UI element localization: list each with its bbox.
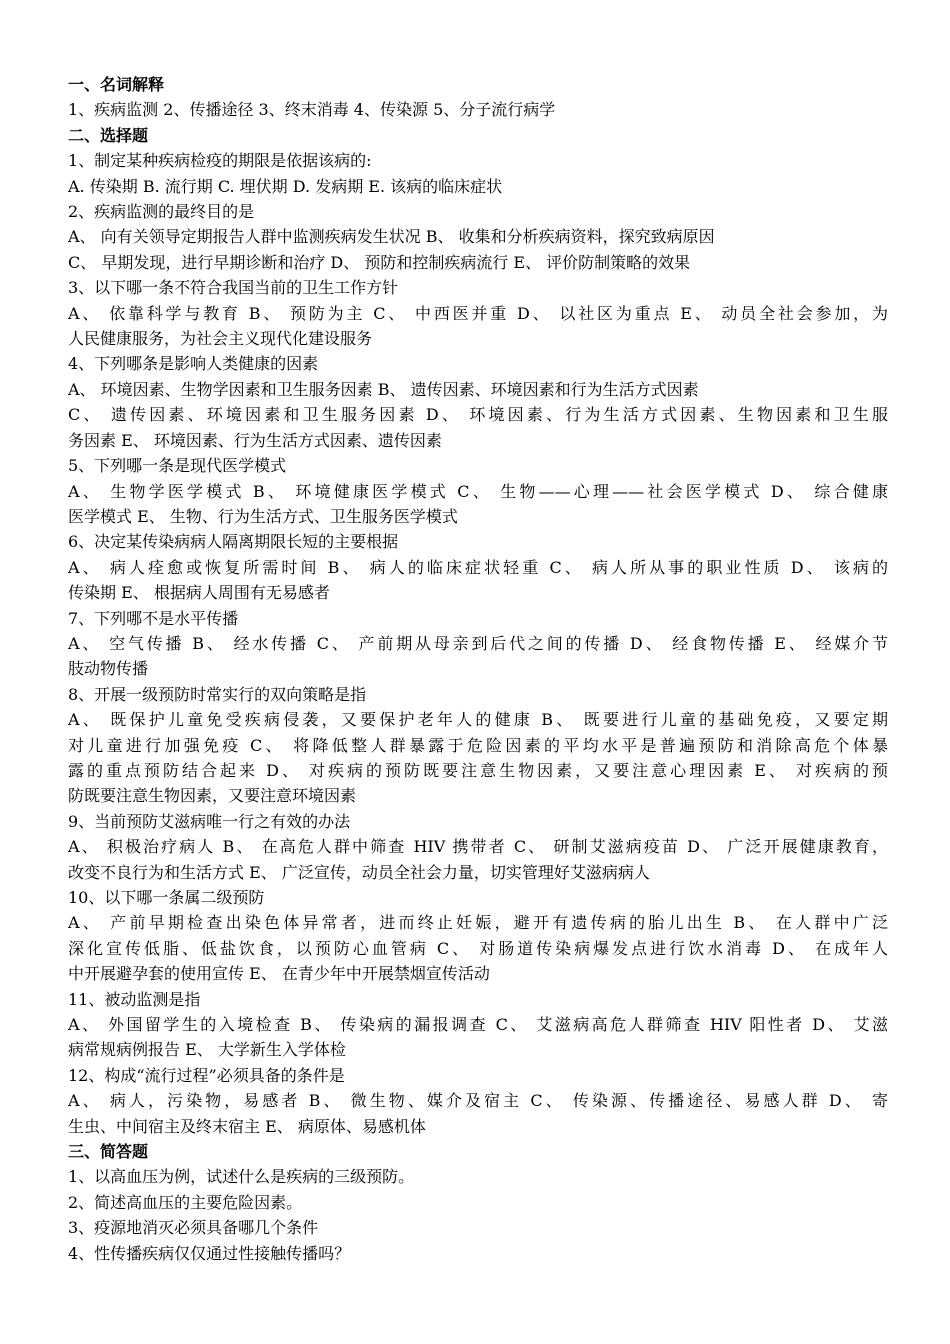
text-line: A、 外国留学生的入境检查 B、 传染病的漏报调查 C、 艾滋病高危人群筛查 HIV 阳性者 D、 艾滋 — [68, 1015, 888, 1035]
text-line: 务因素 E、 环境因素、行为生活方式因素、遗传因素 — [68, 430, 442, 450]
text-line: 1、制定某种疾病检疫的期限是依据该病的: — [68, 151, 372, 171]
text-line: 1、以高血压为例，试述什么是疾病的三级预防。 — [68, 1167, 415, 1187]
text-line: 4、下列哪条是影响人类健康的因素 — [68, 354, 319, 374]
text-line: 12、构成“流行过程”必须具备的条件是 — [68, 1065, 345, 1085]
text-line: 病常规病例报告 E、 大学新生入学体检 — [68, 1040, 346, 1060]
section-heading: 二、选择题 — [68, 125, 149, 145]
text-line: 9、当前预防艾滋病唯一行之有效的办法 — [68, 811, 351, 831]
text-line: 对儿童进行加强免疫 C、 将降低整人群暴露于危险因素的平均水平是普遍预防和消除高危个体暴 — [68, 735, 888, 755]
text-line: A、 病人，污染物，易感者 B、 微生物、媒介及宿主 C、 传染源、传播途径、易感人群 D、 寄 — [68, 1091, 888, 1111]
text-line: 8、开展一级预防时常实行的双向策略是指 — [68, 684, 367, 704]
text-line: A、 生物学医学模式 B、 环境健康医学模式 C、 生物——心理——社会医学模式 D、 综合健康 — [68, 481, 888, 501]
text-line: 传染期 E、 根据病人周围有无易感者 — [68, 583, 330, 603]
text-line: 人民健康服务，为社会主义现代化建设服务 — [68, 329, 373, 349]
text-line: 肢动物传播 — [68, 659, 149, 679]
text-line: 医学模式 E、 生物、行为生活方式、卫生服务医学模式 — [68, 506, 458, 526]
text-line: 2、疾病监测的最终目的是 — [68, 202, 255, 222]
section-heading: 一、名词解释 — [68, 75, 165, 94]
text-line: 改变不良行为和生活方式 E、 广泛宣传，动员全社会力量，切实管理好艾滋病病人 — [68, 862, 650, 882]
text-line: C、 早期发现，进行早期诊断和治疗 D、 预防和控制疾病流行 E、 评价防制策略的效果 — [68, 252, 691, 272]
text-line: A、 空气传播 B、 经水传播 C、 产前期从母亲到后代之间的传播 D、 经食物传播 E、 经媒介节 — [68, 633, 888, 653]
text-line: 4、性传播疾病仅仅通过性接触传播吗？ — [68, 1243, 351, 1263]
text-line: 中开展避孕套的使用宣传 E、 在青少年中开展禁烟宣传活动 — [68, 964, 490, 984]
text-line: 3、以下哪一条不符合我国当前的卫生工作方针 — [68, 278, 399, 298]
text-line: 防既要注意生物因素，又要注意环境因素 — [68, 786, 357, 806]
text-line: C、 遗传因素、环境因素和卫生服务因素 D、 环境因素、行为生活方式因素、生物因素和卫生服 — [68, 405, 888, 425]
text-line: 6、决定某传染病病人隔离期限长短的主要根据 — [68, 532, 399, 552]
text-line: 生虫、中间宿主及终末宿主 E、 病原体、易感机体 — [68, 1116, 426, 1136]
text-line: 深化宣传低脂、低盐饮食，以预防心血管病 C、 对肠道传染病爆发点进行饮水消毒 D、 在成年人 — [68, 938, 888, 958]
text-line: 10、以下哪一条属二级预防 — [68, 888, 265, 907]
text-line: 3、疫源地消灭必须具备哪几个条件 — [68, 1218, 319, 1238]
text-line: 2、简述高血压的主要危险因素。 — [68, 1192, 303, 1212]
text-line: 1、疾病监测 2、传播途径 3、终末消毒 4、传染源 5、分子流行病学 — [68, 100, 556, 120]
text-line: 11、被动监测是指 — [68, 989, 201, 1009]
text-line: A、 病人痊愈或恢复所需时间 B、 病人的临床症状轻重 C、 病人所从事的职业性质 D、 该病的 — [68, 557, 888, 577]
text-line: A、 向有关领导定期报告人群中监测疾病发生状况 B、 收集和分析疾病资料，探究致病原因 — [68, 227, 715, 247]
text-line: A、 环境因素、生物学因素和卫生服务因素 B、 遗传因素、环境因素和行为生活方式因素 — [68, 379, 699, 399]
text-line: A、 积极治疗病人 B、 在高危人群中筛查 HIV 携带者 C、 研制艾滋病疫苗 D、 广泛开展健康教育， — [68, 837, 888, 857]
text-line: 露的重点预防结合起来 D、 对疾病的预防既要注意生物因素，又要注意心理因素 E、 对疾病的预 — [68, 760, 888, 780]
text-line: 7、下列哪不是水平传播 — [68, 608, 239, 628]
text-line: A、 产前早期检查出染色体异常者，进而终止妊娠，避开有遗传病的胎儿出生 B、 在人群中广泛 — [68, 913, 888, 933]
text-line: A、 既保护儿童免受疾病侵袭，又要保护老年人的健康 B、 既要进行儿童的基础免疫，又要定期 — [68, 710, 888, 730]
text-line: A. 传染期 B. 流行期 C. 埋伏期 D. 发病期 E. 该病的临床症状 — [68, 176, 503, 196]
text-line: 5、下列哪一条是现代医学模式 — [68, 456, 287, 476]
text-line: A、 依靠科学与教育 B、 预防为主 C、 中西医并重 D、 以社区为重点 E、 动员全社会参加，为 — [68, 303, 888, 323]
section-heading: 三、简答题 — [68, 1142, 149, 1162]
document-body — [68, 72, 888, 1266]
